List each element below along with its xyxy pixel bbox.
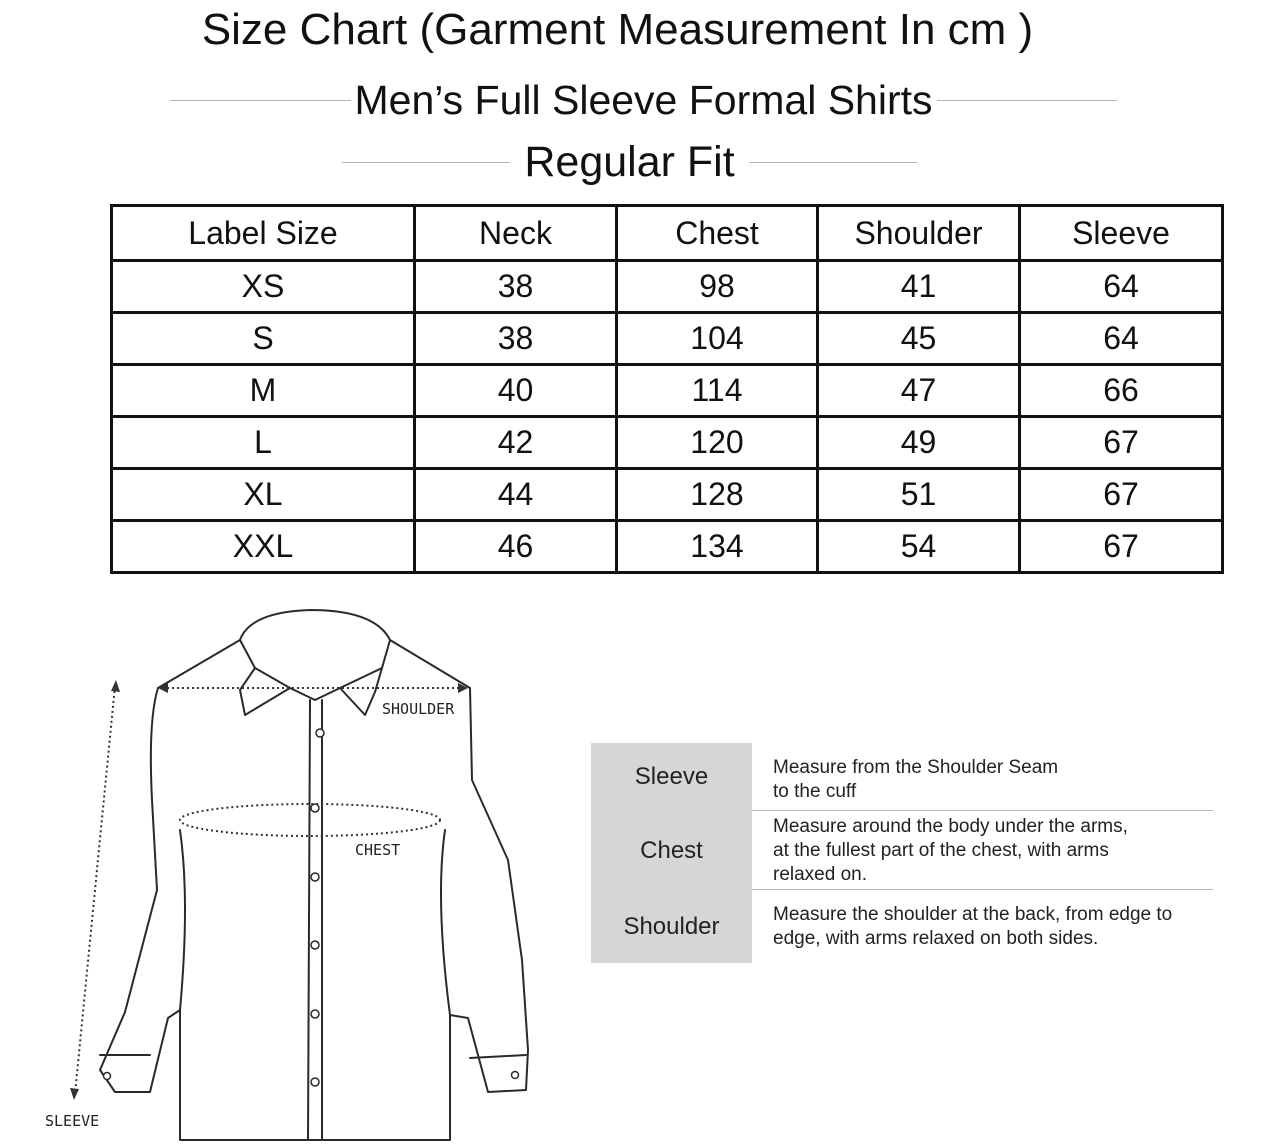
cell-size: XL: [112, 469, 415, 521]
page-title: Size Chart (Garment Measurement In cm ): [201, 5, 1034, 54]
table-row: [112, 469, 1223, 521]
collar: [240, 610, 390, 700]
guide-desc-line: edge, with arms relaxed on both sides.: [773, 928, 1099, 949]
fit-label: Regular Fit: [524, 137, 735, 186]
cell-neck: 38: [415, 313, 617, 365]
cell-sleeve: 64: [1020, 313, 1223, 365]
size-table: [110, 204, 1224, 574]
cell-sleeve: 67: [1020, 521, 1223, 573]
cell-shoulder: 49: [818, 417, 1020, 469]
cell-sleeve: 67: [1020, 469, 1223, 521]
cell-chest: 104: [617, 313, 818, 365]
cell-sleeve: 66: [1020, 365, 1223, 417]
guide-desc-line: at the fullest part of the chest, with arms: [773, 840, 1109, 861]
cell-shoulder: 41: [818, 261, 1020, 313]
cell-chest: 120: [617, 417, 818, 469]
cell-sleeve: 64: [1020, 261, 1223, 313]
cell-neck: 42: [415, 417, 617, 469]
subtitle-row: [170, 72, 1117, 128]
guide-desc-line: to the cuff: [773, 781, 857, 802]
table-row: [112, 313, 1223, 365]
guide-desc-line: Measure from the Shoulder Seam: [773, 757, 1059, 778]
sleeve-line: [75, 686, 115, 1094]
header-chest: Chest: [617, 206, 818, 261]
header-sleeve: Sleeve: [1020, 206, 1223, 261]
table-row: [112, 521, 1223, 573]
cell-size: S: [112, 313, 415, 365]
cell-chest: 98: [617, 261, 818, 313]
cell-chest: 134: [617, 521, 818, 573]
fit-row: [342, 134, 917, 190]
subtitle-rule-left: [170, 100, 351, 101]
cell-neck: 40: [415, 365, 617, 417]
guide-label-sleeve: Sleeve: [591, 743, 752, 811]
cell-sleeve: 67: [1020, 417, 1223, 469]
cell-shoulder: 47: [818, 365, 1020, 417]
cell-neck: 44: [415, 469, 617, 521]
shoulder-label: SHOULDER: [382, 700, 455, 718]
fit-rule-right: [749, 162, 917, 163]
cell-size: M: [112, 365, 415, 417]
cell-chest: 114: [617, 365, 818, 417]
sleeve-label: SLEEVE: [45, 1112, 100, 1130]
guide-label-shoulder: Shoulder: [591, 890, 752, 963]
guide-desc-shoulder: [752, 890, 1231, 963]
cell-neck: 38: [415, 261, 617, 313]
guide-row-sleeve: [591, 743, 1231, 811]
shirt-icon: [40, 600, 540, 1147]
header-label-size: Label Size: [112, 206, 415, 261]
guide-row-chest: [591, 811, 1231, 890]
chest-label: CHEST: [355, 841, 401, 859]
guide-desc-sleeve: [752, 743, 1231, 811]
cell-shoulder: 51: [818, 469, 1020, 521]
guide-row-shoulder: [591, 890, 1231, 963]
cell-shoulder: 45: [818, 313, 1020, 365]
guide-desc-line: relaxed on.: [773, 864, 868, 885]
table-row: [112, 365, 1223, 417]
guide-desc-chest: [752, 811, 1231, 890]
cell-chest: 128: [617, 469, 818, 521]
subtitle: Men’s Full Sleeve Formal Shirts: [354, 76, 933, 123]
table-header-row: [112, 206, 1223, 261]
cell-shoulder: 54: [818, 521, 1020, 573]
header-neck: Neck: [415, 206, 617, 261]
guide-label-chest: Chest: [591, 811, 752, 890]
header-shoulder: Shoulder: [818, 206, 1020, 261]
guide-desc-line: Measure around the body under the arms,: [773, 816, 1128, 837]
measure-guide: [591, 743, 1231, 963]
table-row: [112, 261, 1223, 313]
cell-size: L: [112, 417, 415, 469]
table-row: [112, 417, 1223, 469]
cell-neck: 46: [415, 521, 617, 573]
subtitle-rule-right: [937, 100, 1118, 101]
cell-size: XS: [112, 261, 415, 313]
fit-rule-left: [342, 162, 510, 163]
guide-desc-line: Measure the shoulder at the back, from edge to: [773, 904, 1173, 925]
cell-size: XXL: [112, 521, 415, 573]
shirt-outline: [100, 640, 528, 1140]
